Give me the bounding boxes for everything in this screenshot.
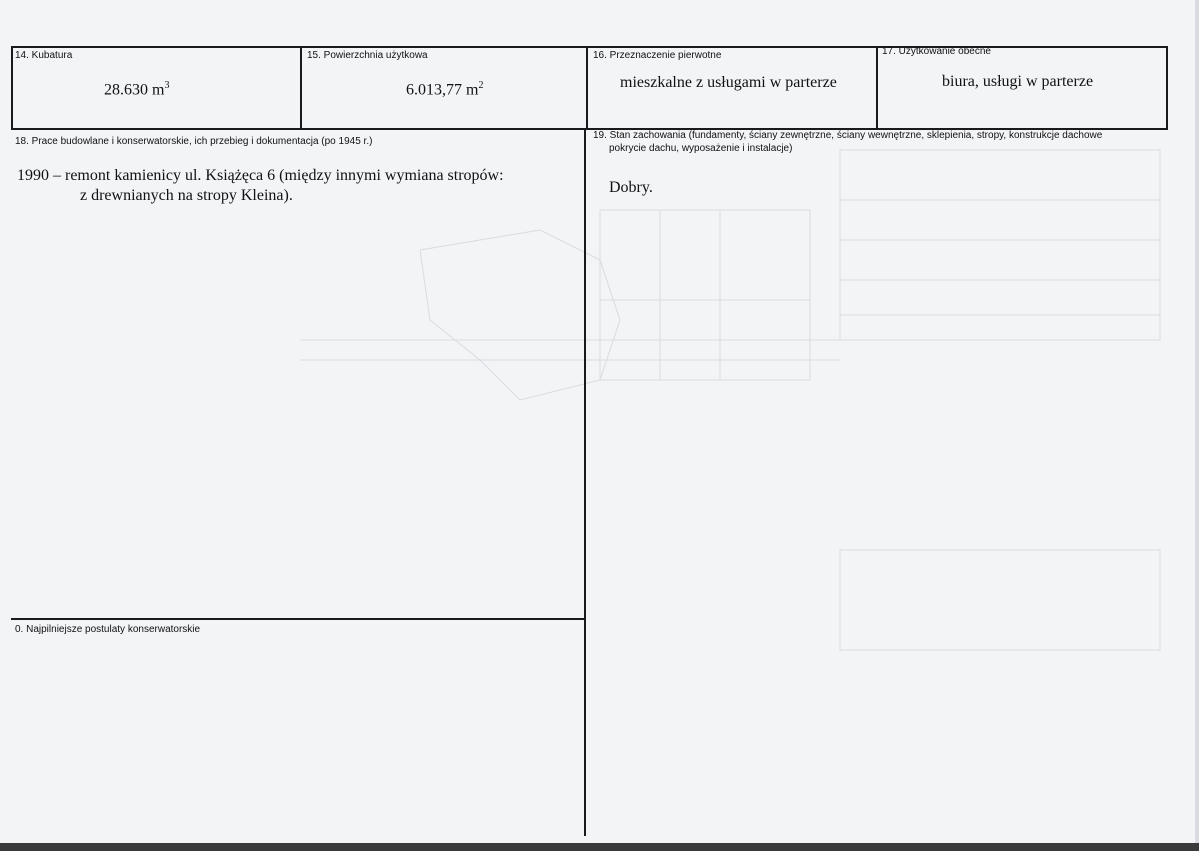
divider-15-16 xyxy=(586,46,588,130)
field-19-label-line1: 19. Stan zachowania (fundamenty, ściany zewnętrzne, ściany wewnętrzne, sklepienia, stropy, konstrukcje dachowe xyxy=(593,130,1103,141)
field-18-line1: 1990 – remont kamienicy ul. Książęca 6 (między innymi wymiana stropów: xyxy=(17,167,504,184)
paper-right-edge xyxy=(1195,0,1199,851)
field-17-label: 17. Użytkowanie obecne xyxy=(882,46,991,57)
field-19-label-line2: pokrycie dachu, wyposażenie i instalacje) xyxy=(609,143,793,154)
field-15-value: 6.013,77 $m^2$ xyxy=(406,80,484,99)
scan-bottom-strip xyxy=(0,843,1199,851)
field-16-value: mieszkalne z usługami w parterze xyxy=(620,74,837,91)
field-14-value: 28.630 $m^3$ xyxy=(104,80,170,99)
field-20-label: 0. Najpilniejsze postulaty konserwatorskie xyxy=(15,624,201,635)
field-17-value: biura, usługi w parterze xyxy=(942,73,1094,90)
section20-top-rule xyxy=(11,618,586,620)
divider-16-17 xyxy=(876,46,878,130)
field-14-label: 14. Kubatura xyxy=(15,50,73,61)
field-19-value: Dobry. xyxy=(609,179,653,196)
center-vertical-rule xyxy=(584,128,586,836)
divider-14-15 xyxy=(300,46,302,130)
field-18-line2: z drewnianych na stropy Kleina). xyxy=(80,187,293,204)
field-16-label: 16. Przeznaczenie pierwotne xyxy=(593,50,722,61)
left-rule xyxy=(11,46,13,130)
top-rule xyxy=(11,46,1168,48)
field-18-label: 18. Prace budowlane i konserwatorskie, ich przebieg i dokumentacja (po 1945 r.) xyxy=(15,136,373,147)
field-15-label: 15. Powierzchnia użytkowa xyxy=(307,50,428,61)
right-rule xyxy=(1166,46,1168,130)
